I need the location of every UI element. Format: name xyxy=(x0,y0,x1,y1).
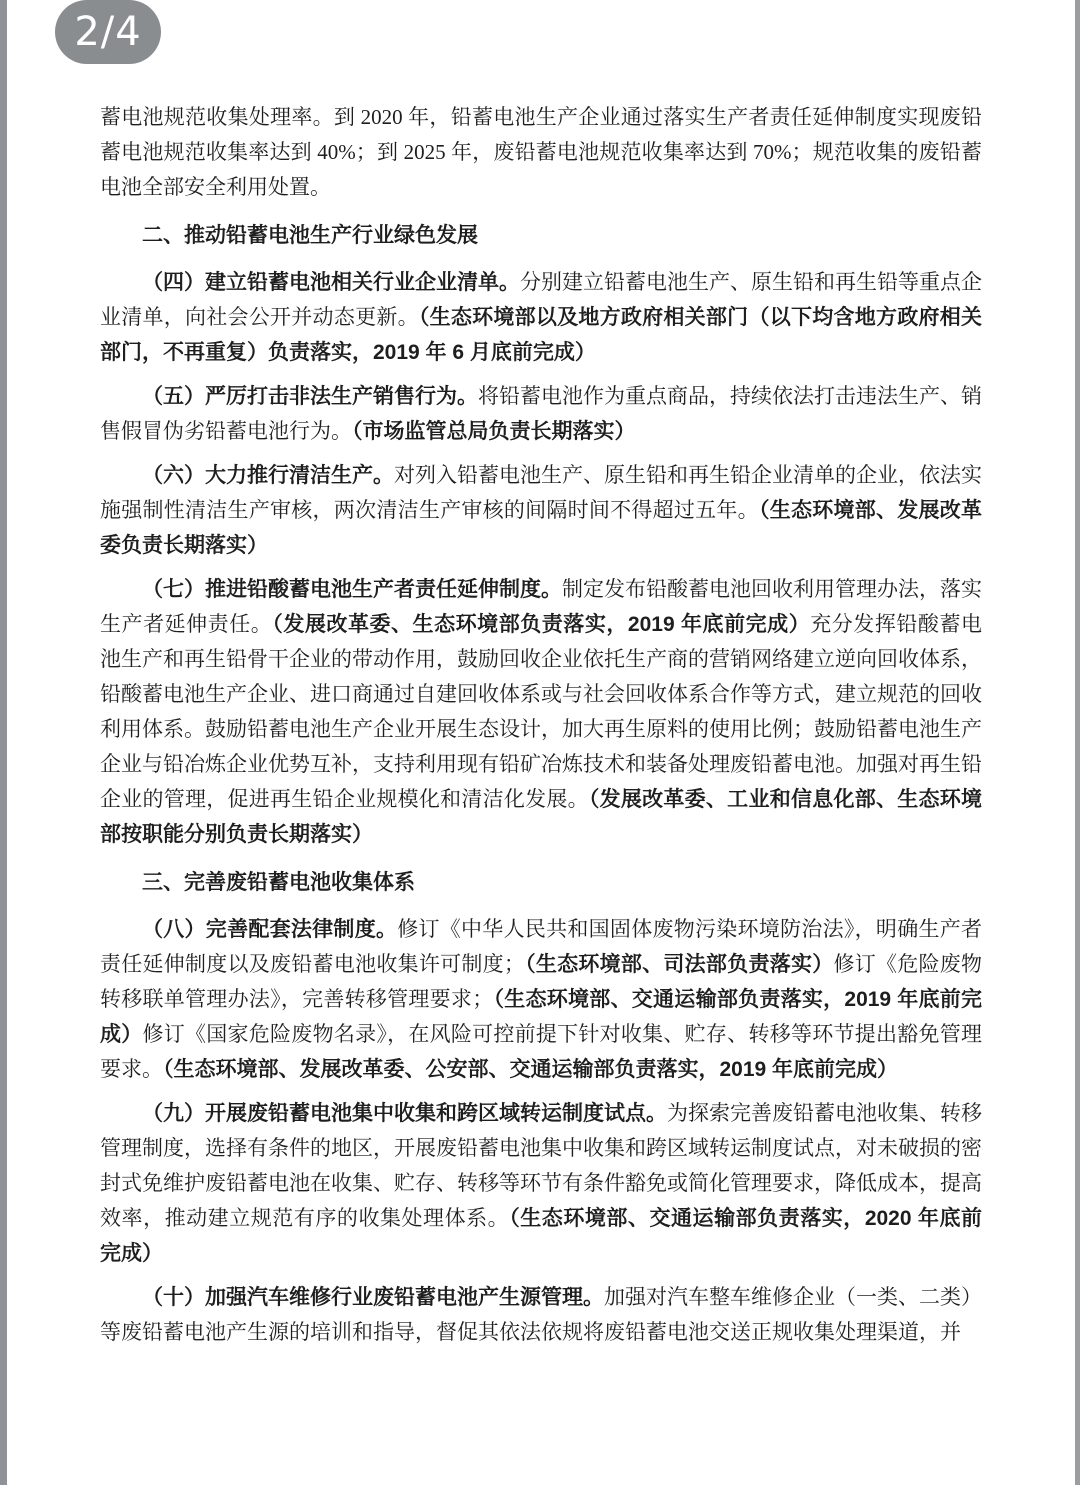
text-run: 将铅蓄电池作为重点商品，持续依法打击违法生产、销售假冒伪劣铅蓄电池行为。 xyxy=(100,384,982,443)
text-run: 为探索完善废铅蓄电池收集、转移管理制度，选择有条件的地区，开展废铅蓄电池集中收集和跨区域转运制度试点，对未破损的密封式免维护废铅蓄电池在收集、贮存、转移等环节有条件豁免或简化管理要求，降低成本，提高效率，推动建立规范有序的收集处理体系。 xyxy=(100,1101,982,1230)
bold-text-run: 三、完善废铅蓄电池收集体系 xyxy=(142,871,415,894)
text-run: 蓄电池规范收集处理率。到 2020 年，铅蓄电池生产企业通过落实生产者责任延伸制度实现废铅蓄电池规范收集率达到 40%；到 2025 年，废铅蓄电池规范收集率达到 70%；规范收集的废铅蓄电池全部安全利用处置。 xyxy=(100,105,982,199)
paragraph xyxy=(100,100,982,205)
paragraph xyxy=(100,265,982,370)
paragraph xyxy=(100,458,982,563)
viewer-left-edge xyxy=(0,0,7,1485)
bold-text-run: （七）推进铅酸蓄电池生产者责任延伸制度。 xyxy=(142,578,562,601)
bold-text-run: （生态环境部、发展改革委负责长期落实） xyxy=(100,499,982,557)
text-run: 分别建立铅蓄电池生产、原生铅和再生铅等重点企业清单，向社会公开并动态更新。 xyxy=(100,270,982,329)
bold-text-run: 二、推动铅蓄电池生产行业绿色发展 xyxy=(142,224,478,247)
paragraph xyxy=(100,379,982,449)
text-run: 修订《国家危险废物名录》，在风险可控前提下针对收集、贮存、转移等环节提出豁免管理要求。 xyxy=(100,1022,982,1081)
paragraph xyxy=(100,912,982,1087)
viewer-right-edge xyxy=(1075,0,1080,1485)
section-heading xyxy=(100,865,982,900)
document-body xyxy=(100,100,982,1350)
text-run: 修订《中华人民共和国固体废物污染环境防治法》，明确生产者责任延伸制度以及废铅蓄电池收集许可制度； xyxy=(100,917,983,976)
bold-text-run: （生态环境部、发展改革委、公安部、交通运输部负责落实，2019 年底前完成） xyxy=(163,1058,899,1081)
bold-text-run: （生态环境部以及地方政府相关部门（以下均含地方政府相关部门，不再重复）负责落实，2019 年 6 月底前完成） xyxy=(100,306,982,364)
bold-text-run: （十）加强汽车维修行业废铅蓄电池产生源管理。 xyxy=(142,1286,604,1309)
text-run: 充分发挥铅酸蓄电池生产和再生铅骨干企业的带动作用，鼓励回收企业依托生产商的营销网络建立逆向回收体系，铅酸蓄电池生产企业、进口商通过自建回收体系或与社会回收体系合作等方式，建立规范的回收利用体系。鼓励铅蓄电池生产企业开展生态设计，加大再生原料的使用比例；鼓励铅蓄电池生产企业与铅冶炼企业优势互补，支持利用现有铅矿冶炼技术和装备处理废铅蓄电池。加强对再生铅企业的管理，促进再生铅企业规模化和清洁化发展。 xyxy=(100,612,982,811)
section-heading xyxy=(100,218,982,253)
page-indicator-badge xyxy=(55,0,161,64)
paragraph xyxy=(100,1096,982,1271)
document-page xyxy=(100,100,982,1359)
text-run: 修订《危险废物转移联单管理办法》，完善转移管理要求； xyxy=(100,952,983,1011)
bold-text-run: （生态环境部、交通运输部负责落实，2020 年底前完成） xyxy=(100,1207,982,1265)
bold-text-run: （发展改革委、生态环境部负责落实，2019 年底前完成） xyxy=(272,613,811,636)
bold-text-run: （四）建立铅蓄电池相关行业企业清单。 xyxy=(142,271,520,294)
text-run: 加强对汽车整车维修企业（一类、二类）等废铅蓄电池产生源的培训和指导，督促其依法依规将废铅蓄电池交送正规收集处理渠道，并 xyxy=(100,1285,982,1344)
bold-text-run: （八）完善配套法律制度。 xyxy=(142,918,398,941)
paragraph xyxy=(100,572,982,852)
bold-text-run: （六）大力推行清洁生产。 xyxy=(142,464,394,487)
bold-text-run: （九）开展废铅蓄电池集中收集和跨区域转运制度试点。 xyxy=(142,1102,667,1125)
bold-text-run: （发展改革委、工业和信息化部、生态环境部按职能分别负责长期落实） xyxy=(100,788,982,846)
bold-text-run: （生态环境部、交通运输部负责落实，2019 年底前完成） xyxy=(100,988,982,1046)
bold-text-run: （五）严厉打击非法生产销售行为。 xyxy=(142,385,478,408)
bold-text-run: （生态环境部、司法部负责落实） xyxy=(524,953,834,976)
page-indicator-label: 2/4 xyxy=(74,9,142,55)
text-run: 对列入铅蓄电池生产、原生铅和再生铅企业清单的企业，依法实施强制性清洁生产审核，两次清洁生产审核的间隔时间不得超过五年。 xyxy=(100,463,982,522)
bold-text-run: （市场监管总局负责长期落实） xyxy=(352,420,636,443)
text-run: 制定发布铅酸蓄电池回收利用管理办法，落实生产者延伸责任。 xyxy=(100,577,982,636)
paragraph xyxy=(100,1280,982,1350)
